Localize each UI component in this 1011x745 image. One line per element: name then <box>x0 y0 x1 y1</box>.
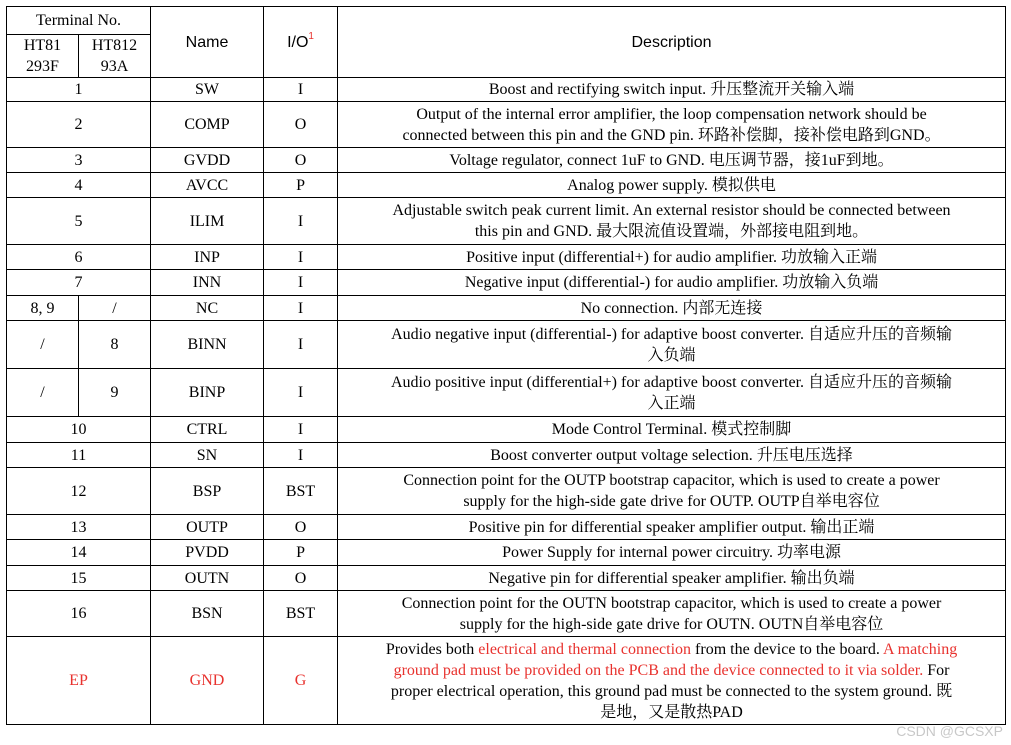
ep-description: Provides both electrical and thermal connection from the device to the board. A matching ground pad must be provided on the PCB and the device connected to it via solder. For proper electrical operation, this ground pad must be connected to the system ground. 既 是地，又是散热PAD <box>338 637 1006 725</box>
table-row: 12 BSP BST Connection point for the OUTP bootstrap capacitor, which is used to create a power supply for the high-side gate drive for OUTP. OUTP自举电容位 <box>7 468 1006 515</box>
table-row: 13 OUTP O Positive pin for differential speaker amplifier output. 输出正端 <box>7 515 1006 540</box>
table-row: 7 INN I Negative input (differential-) for audio amplifier. 功放输入负端 <box>7 270 1006 296</box>
table-row: 2 COMP O Output of the internal error amplifier, the loop compensation network should be connected between this pin and the GND pin. 环路补偿脚，接补偿电路到GND。 <box>7 102 1006 148</box>
table-row: / 9 BINP I Audio positive input (differential+) for adaptive boost converter. 自适应升压的音频输 入正端 <box>7 369 1006 417</box>
terminal-no-header: Terminal No. <box>7 7 151 35</box>
io-header: $I/O^1$ <box>264 7 338 78</box>
table-row-ep <box>7 637 1006 725</box>
description-header: Description <box>338 7 1006 78</box>
ht81293f-header: HT81 293F <box>7 35 79 78</box>
table-row: 5 ILIM I Adjustable switch peak current limit. An external resistor should be connected between this pin and GND. 最大限流值设置端，外部接电阻到地。 <box>7 198 1006 245</box>
table-row: 16 BSN BST Connection point for the OUTN bootstrap capacitor, which is used to create a power supply for the high-side gate drive for OUTN. OUTN自举电容位 <box>7 591 1006 637</box>
table-row: 10 CTRL I Mode Control Terminal. 模式控制脚 <box>7 417 1006 443</box>
table-row: 1 SW I Boost and rectifying switch input. 升压整流开关输入端 <box>7 78 1006 102</box>
ep-terminal: EP <box>7 637 151 725</box>
table-row: 15 OUTN O Negative pin for differential speaker amplifier. 输出负端 <box>7 566 1006 591</box>
pin-description-table <box>6 6 1006 725</box>
watermark: CSDN @GCSXP <box>896 723 1003 739</box>
ep-name: GND <box>151 637 264 725</box>
table-row: 6 INP I Positive input (differential+) for audio amplifier. 功放输入正端 <box>7 245 1006 270</box>
table-row: 8, 9 / NC I No connection. 内部无连接 <box>7 296 1006 321</box>
ep-io: G <box>264 637 338 725</box>
name-header: Name <box>151 7 264 78</box>
table-row: 14 PVDD P Power Supply for internal power circuitry. 功率电源 <box>7 540 1006 566</box>
table-row: 4 AVCC P Analog power supply. 模拟供电 <box>7 173 1006 198</box>
ht81293a-header: HT812 93A <box>79 35 151 78</box>
table-row: / 8 BINN I Audio negative input (differential-) for adaptive boost converter. 自适应升压的音频输 入负端 <box>7 321 1006 369</box>
table-row: 11 SN I Boost converter output voltage selection. 升压电压选择 <box>7 443 1006 468</box>
table-row: 3 GVDD O Voltage regulator, connect 1uF to GND. 电压调节器，接1uF到地。 <box>7 148 1006 173</box>
